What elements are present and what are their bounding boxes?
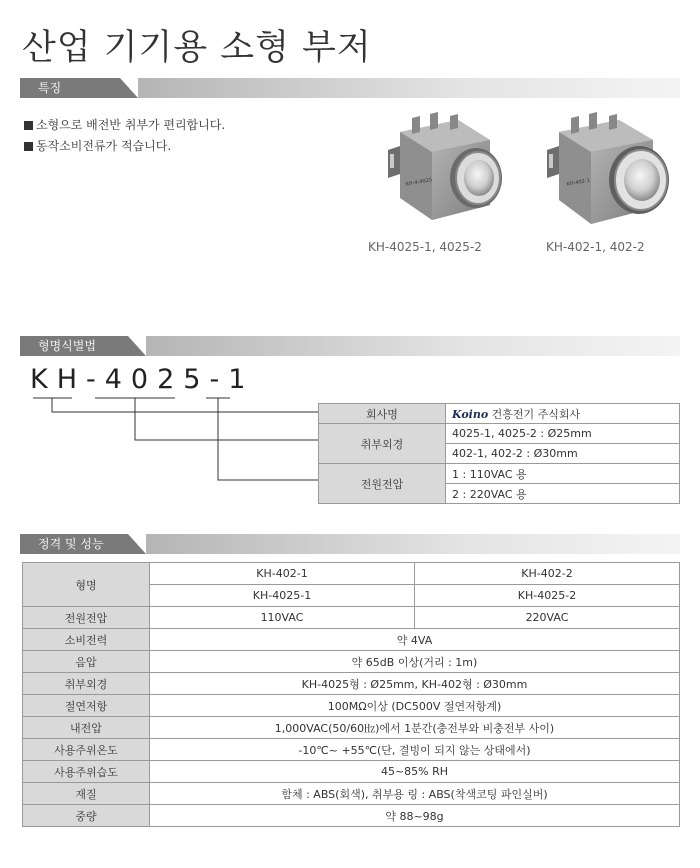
table-row bbox=[23, 695, 680, 717]
spec-table bbox=[22, 562, 680, 827]
spec-value: 100MΩ이상 (DC500V 절연저항계) bbox=[150, 695, 680, 717]
model-code: KH-4025-1 bbox=[30, 364, 255, 395]
spec-label: 내전압 bbox=[23, 717, 150, 739]
company-logo: Koino bbox=[452, 407, 489, 421]
model-cell: KH-4025-1 bbox=[150, 585, 415, 607]
company-label: 회사명 bbox=[319, 404, 446, 424]
section-title-features: 특징 bbox=[20, 78, 120, 98]
spec-label: 소비전력 bbox=[23, 629, 150, 651]
table-row bbox=[23, 717, 680, 739]
spec-value: KH-4025형 : Ø25mm, KH-402형 : Ø30mm bbox=[150, 673, 680, 695]
model-cell: KH-402-2 bbox=[414, 563, 679, 585]
company-name: 건흥전기 주식회사 bbox=[491, 407, 581, 421]
section-bar-wedge bbox=[128, 534, 146, 554]
table-row bbox=[23, 761, 680, 783]
model-label: 형명 bbox=[23, 563, 150, 607]
spec-value: 약 4VA bbox=[150, 629, 680, 651]
spec-value: 45~85% RH bbox=[150, 761, 680, 783]
feature-text: 소형으로 배전반 취부가 편리합니다. bbox=[36, 118, 226, 132]
size-label: 취부외경 bbox=[319, 424, 446, 464]
table-row bbox=[23, 563, 680, 585]
voltage-cell: 110VAC bbox=[150, 607, 415, 629]
section-bar-spec bbox=[20, 534, 680, 554]
feature-text: 동작소비전류가 적습니다. bbox=[36, 139, 172, 153]
spec-value: -10℃~ +55℃(단, 결빙이 되지 않는 상태에서) bbox=[150, 739, 680, 761]
spec-label: 재질 bbox=[23, 783, 150, 805]
table-row bbox=[23, 673, 680, 695]
naming-table bbox=[318, 403, 680, 504]
voltage-label: 전원전압 bbox=[23, 607, 150, 629]
spec-value: 약 65dB 이상(거리 : 1m) bbox=[150, 651, 680, 673]
power-value: 2 : 220VAC 용 bbox=[446, 484, 680, 504]
power-value: 1 : 110VAC 용 bbox=[446, 464, 680, 484]
spec-label: 사용주위습도 bbox=[23, 761, 150, 783]
spec-label: 중량 bbox=[23, 805, 150, 827]
spec-label: 음압 bbox=[23, 651, 150, 673]
spec-label: 취부외경 bbox=[23, 673, 150, 695]
model-cell: KH-402-1 bbox=[150, 563, 415, 585]
company-value bbox=[446, 404, 680, 424]
product-caption: KH-402-1, 402-2 bbox=[546, 240, 645, 254]
spec-value: 함체 : ABS(회색), 취부용 링 : ABS(착색코팅 파인실버) bbox=[150, 783, 680, 805]
table-row bbox=[23, 739, 680, 761]
table-row bbox=[319, 424, 680, 444]
table-row bbox=[23, 629, 680, 651]
product-body-text: KH-4-4025 bbox=[405, 177, 433, 188]
table-row bbox=[23, 783, 680, 805]
page-title: 산업 기기용 소형 부저 bbox=[22, 28, 372, 68]
power-label: 전원전압 bbox=[319, 464, 446, 504]
section-title-spec: 정격 및 성능 bbox=[20, 534, 128, 554]
section-bar-fill bbox=[146, 534, 680, 554]
size-value: 402-1, 402-2 : Ø30mm bbox=[446, 444, 680, 464]
model-cell: KH-4025-2 bbox=[414, 585, 679, 607]
section-title-naming: 형명식별법 bbox=[20, 336, 128, 356]
table-row bbox=[23, 607, 680, 629]
voltage-cell: 220VAC bbox=[414, 607, 679, 629]
product-body-text: KH-402-1 bbox=[566, 177, 591, 188]
spec-value: 1,000VAC(50/60㎐)에서 1분간(충전부와 비충전부 사이) bbox=[150, 717, 680, 739]
spec-label: 사용주위온도 bbox=[23, 739, 150, 761]
table-row bbox=[319, 464, 680, 484]
table-row bbox=[23, 805, 680, 827]
table-row bbox=[23, 651, 680, 673]
size-value: 4025-1, 4025-2 : Ø25mm bbox=[446, 424, 680, 444]
table-row bbox=[319, 404, 680, 424]
spec-label: 절연저항 bbox=[23, 695, 150, 717]
spec-value: 약 88~98g bbox=[150, 805, 680, 827]
product-caption: KH-4025-1, 4025-2 bbox=[368, 240, 482, 254]
